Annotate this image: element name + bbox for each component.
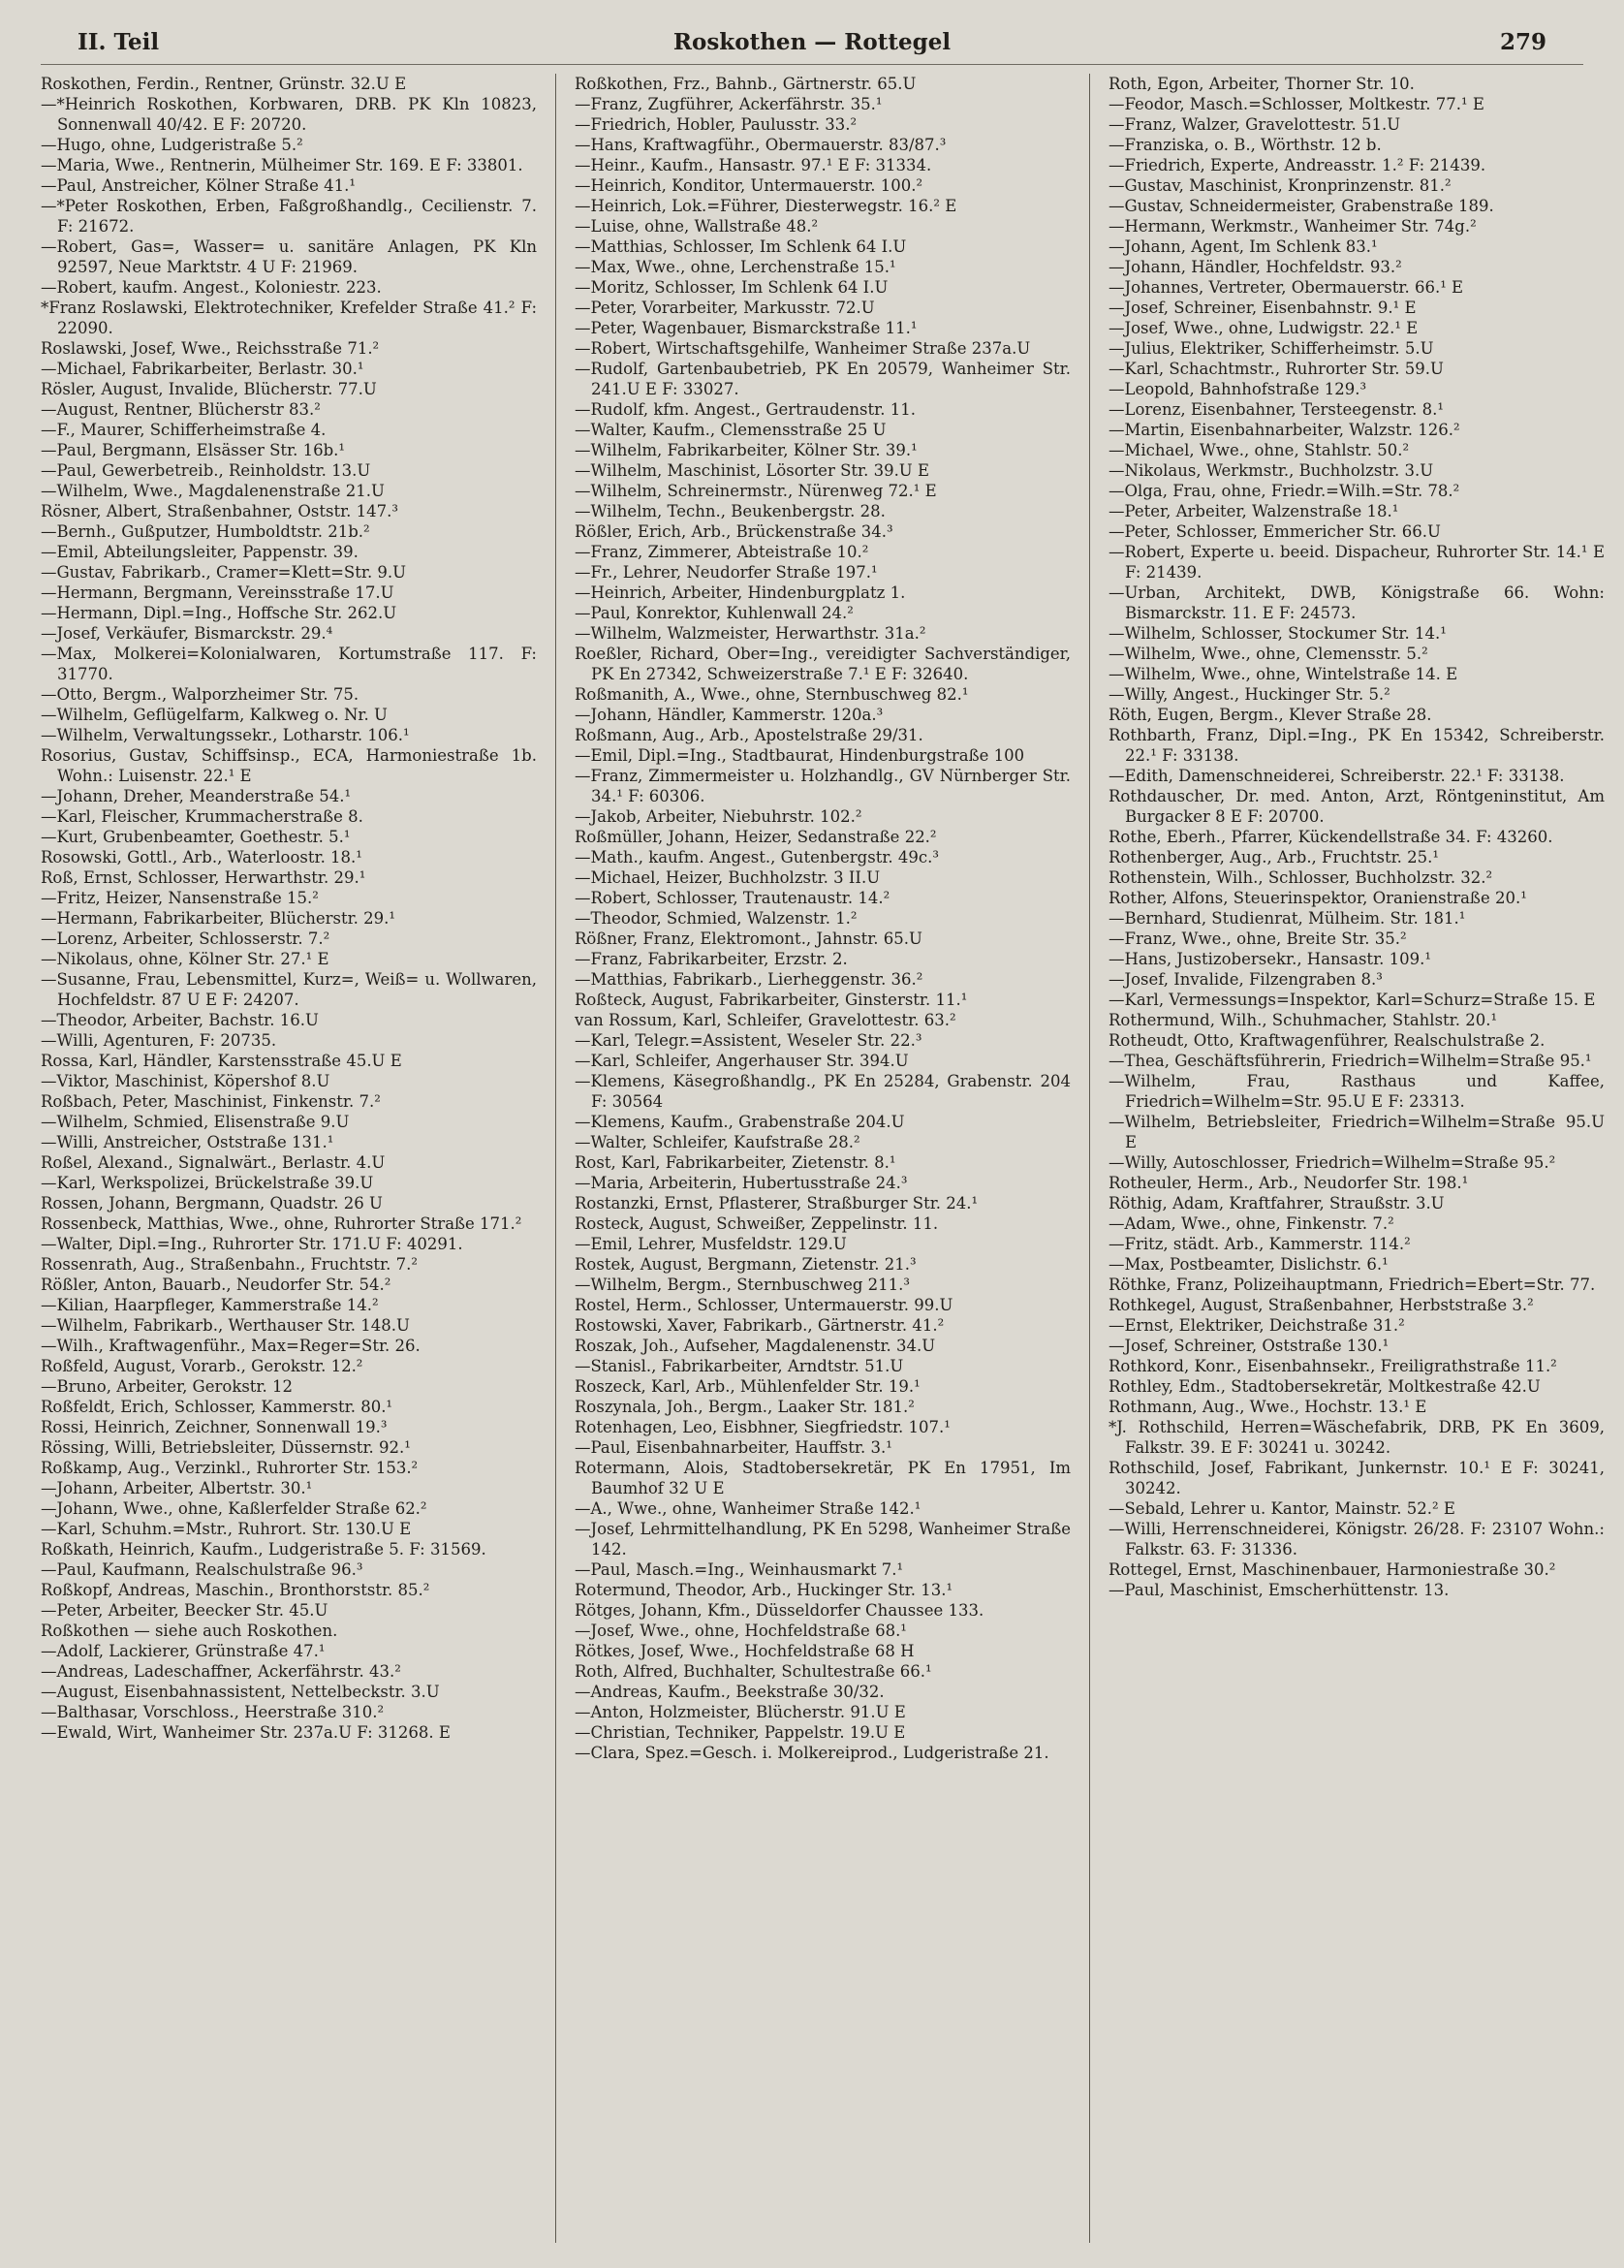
directory-entry: —Emil, Lehrer, Musfeldstr. 129.U <box>575 1235 847 1253</box>
directory-entry: Roth, Alfred, Buchhalter, Schultestraße 66.¹ <box>575 1662 932 1681</box>
directory-entry: —Paul, Kaufmann, Realschulstraße 96.³ <box>41 1560 363 1579</box>
directory-entry: —Leopold, Bahnhofstraße 129.³ <box>1109 380 1367 398</box>
column-divider-2 <box>1089 74 1090 2243</box>
directory-entry: —Wilhelm, Wwe., ohne, Clemensstr. 5.² <box>1109 645 1428 663</box>
directory-entry: Roeßler, Richard, Ober=Ing., vereidigter Sachverständiger, PK En 27342, Schweizerstraße 7.¹ E F: 32640. <box>575 645 1071 683</box>
directory-entry: —Hans, Justizobersekr., Hansastr. 109.¹ <box>1109 950 1431 968</box>
directory-entry: Roßel, Alexand., Signalwärt., Berlastr. 4.U <box>41 1153 386 1172</box>
page-title: Roskothen — Rottegel <box>672 29 952 55</box>
directory-entry: —Wilhelm, Schreinermstr., Nürenweg 72.¹ E <box>575 482 937 500</box>
directory-entry: Rösner, Albert, Straßenbahner, Oststr. 147.³ <box>41 502 399 520</box>
directory-entry: —Friedrich, Hobler, Paulusstr. 33.² <box>575 115 858 134</box>
directory-entry: —Gustav, Schneidermeister, Grabenstraße 189. <box>1109 197 1494 215</box>
directory-entry: Roszak, Joh., Aufseher, Magdalenenstr. 34.U <box>575 1337 936 1355</box>
directory-entry: —Michael, Wwe., ohne, Stahlstr. 50.² <box>1109 441 1410 459</box>
directory-entry: —Franz, Zugführer, Ackerfährstr. 35.¹ <box>575 95 883 113</box>
directory-entry: Rost, Karl, Fabrikarbeiter, Zietenstr. 8.¹ <box>575 1153 896 1172</box>
directory-entry: —Wilhelm, Verwaltungssekr., Lotharstr. 106.¹ <box>41 726 410 744</box>
directory-entry: —Theodor, Schmied, Walzenstr. 1.² <box>575 909 858 928</box>
directory-entry: —Josef, Schreiner, Oststraße 130.¹ <box>1109 1337 1390 1355</box>
directory-entry: Rossenbeck, Matthias, Wwe., ohne, Ruhrorter Straße 171.² <box>41 1214 522 1233</box>
directory-entry: —Andreas, Kaufm., Beekstraße 30/32. <box>575 1683 885 1701</box>
directory-entry: —Urban, Architekt, DWB, Königstraße 66. Wohn: Bismarckstr. 11. E F: 24573. <box>1109 583 1605 622</box>
directory-entry: Roßfeldt, Erich, Schlosser, Kammerstr. 80.¹ <box>41 1398 393 1416</box>
directory-entry: —Wilhelm, Bergm., Sternbuschweg 211.³ <box>575 1276 911 1294</box>
directory-entry: —Stanisl., Fabrikarbeiter, Arndtstr. 51.U <box>575 1357 904 1375</box>
directory-entry: Roßmanith, A., Wwe., ohne, Sternbuschweg 82.¹ <box>575 685 969 704</box>
directory-entry: —Walter, Kaufm., Clemensstraße 25 U <box>575 421 887 439</box>
directory-entry: —Anton, Holzmeister, Blücherstr. 91.U E <box>575 1703 906 1721</box>
directory-entry: Rostel, Herm., Schlosser, Untermauerstr. 99.U <box>575 1296 953 1314</box>
directory-entry: —Johannes, Vertreter, Obermauerstr. 66.¹ E <box>1109 278 1464 297</box>
directory-entry: Roszeck, Karl, Arb., Mühlenfelder Str. 19.¹ <box>575 1377 921 1396</box>
directory-entry: —Johann, Arbeiter, Albertstr. 30.¹ <box>41 1479 313 1497</box>
directory-entry: Rosowski, Gottl., Arb., Waterloostr. 18.¹ <box>41 848 362 866</box>
directory-entry: —Lorenz, Eisenbahner, Tersteegenstr. 8.¹ <box>1109 400 1444 419</box>
directory-entry: Rothenberger, Aug., Arb., Fruchtstr. 25.¹ <box>1109 848 1440 866</box>
directory-entry: Rößler, Erich, Arb., Brückenstraße 34.³ <box>575 522 893 541</box>
directory-entry: —Fritz, städt. Arb., Kammerstr. 114.² <box>1109 1235 1411 1253</box>
directory-entry: —Adam, Wwe., ohne, Finkenstr. 7.² <box>1109 1214 1394 1233</box>
directory-entry: —Clara, Spez.=Gesch. i. Molkereiprod., Ludgeristraße 21. <box>575 1744 1049 1762</box>
directory-entry: —Rudolf, kfm. Angest., Gertraudenstr. 11. <box>575 400 916 419</box>
directory-entry: —*Heinrich Roskothen, Korbwaren, DRB. PK Kln 10823, Sonnenwall 40/42. E F: 20720. <box>41 95 537 134</box>
header-rule <box>41 64 1583 65</box>
directory-entry: —Bernh., Gußputzer, Humboldtstr. 21b.² <box>41 522 370 541</box>
directory-entry: —Hermann, Werkmstr., Wanheimer Str. 74g.² <box>1109 217 1477 236</box>
directory-entry: —Wilhelm, Geflügelfarm, Kalkweg o. Nr. U <box>41 706 388 724</box>
directory-entry: Roßbach, Peter, Maschinist, Finkenstr. 7.² <box>41 1092 381 1111</box>
directory-entry: —Adolf, Lackierer, Grünstraße 47.¹ <box>41 1642 326 1660</box>
directory-entry: —Karl, Telegr.=Assistent, Weseler Str. 22.³ <box>575 1031 922 1050</box>
directory-entry: —Paul, Bergmann, Elsässer Str. 16b.¹ <box>41 441 346 459</box>
directory-entry: —Christian, Techniker, Pappelstr. 19.U E <box>575 1723 906 1742</box>
directory-entry: —Hans, Kraftwagführ., Obermauerstr. 83/87.³ <box>575 136 947 154</box>
directory-entry: —Klemens, Kaufm., Grabenstraße 204.U <box>575 1113 905 1131</box>
directory-entry: —Kilian, Haarpfleger, Kammerstraße 14.² <box>41 1296 379 1314</box>
directory-entry: —Gustav, Maschinist, Kronprinzenstr. 81.² <box>1109 176 1452 195</box>
directory-entry: Rossa, Karl, Händler, Karstensstraße 45.U E <box>41 1052 402 1070</box>
directory-entry: —Julius, Elektriker, Schifferheimstr. 5.U <box>1109 339 1434 358</box>
directory-entry: —Kurt, Grubenbeamter, Goethestr. 5.¹ <box>41 828 351 846</box>
directory-entry: —Robert, Schlosser, Trautenaustr. 14.² <box>575 889 890 907</box>
directory-entry: —Walter, Schleifer, Kaufstraße 28.² <box>575 1133 860 1151</box>
directory-entry: Rößler, Anton, Bauarb., Neudorfer Str. 54.² <box>41 1276 391 1294</box>
directory-entry: —Balthasar, Vorschloss., Heerstraße 310.² <box>41 1703 385 1721</box>
directory-entry: Rossenrath, Aug., Straßenbahn., Fruchtstr. 7.² <box>41 1255 418 1274</box>
directory-entry: —Heinrich, Arbeiter, Hindenburgplatz 1. <box>575 583 906 602</box>
directory-entry: Rothkord, Konr., Eisenbahnsekr., Freiligrathstraße 11.² <box>1109 1357 1557 1375</box>
page-number: 279 <box>1499 29 1546 55</box>
directory-entry: —Walter, Dipl.=Ing., Ruhrorter Str. 171.U F: 40291. <box>41 1235 463 1253</box>
directory-entry: —Paul, Gewerbetreib., Reinholdstr. 13.U <box>41 461 371 480</box>
directory-entry: *J. Rothschild, Herren=Wäschefabrik, DRB, PK En 3609, Falkstr. 39. E F: 30241 u. 30242. <box>1109 1418 1605 1457</box>
directory-entry: Roßteck, August, Fabrikarbeiter, Ginsterstr. 11.¹ <box>575 991 968 1009</box>
directory-entry: —*Peter Roskothen, Erben, Faßgroßhandlg., Cecilienstr. 7. F: 21672. <box>41 197 537 236</box>
column-2 <box>575 74 1071 2243</box>
directory-entry: —Luise, ohne, Wallstraße 48.² <box>575 217 819 236</box>
directory-entry: —Josef, Lehrmittelhandlung, PK En 5298, Wanheimer Straße 142. <box>575 1520 1071 1559</box>
directory-entry: —Wilh., Kraftwagenführ., Max=Reger=Str. 26. <box>41 1337 421 1355</box>
directory-entry: —Wilhelm, Schmied, Elisenstraße 9.U <box>41 1113 350 1131</box>
directory-entry: —Franz, Zimmerer, Abteistraße 10.² <box>575 543 869 561</box>
directory-entry: Roßmüller, Johann, Heizer, Sedanstraße 22.² <box>575 828 937 846</box>
directory-entry: —August, Rentner, Blücherstr 83.² <box>41 400 321 419</box>
directory-entry: —August, Eisenbahnassistent, Nettelbeckstr. 3.U <box>41 1683 440 1701</box>
directory-entry: —Paul, Anstreicher, Kölner Straße 41.¹ <box>41 176 357 195</box>
directory-entry: Rothkegel, August, Straßenbahner, Herbststraße 3.² <box>1109 1296 1534 1314</box>
directory-entry: —Wilhelm, Maschinist, Lösorter Str. 39.U E <box>575 461 930 480</box>
directory-entry: —Wilhelm, Frau, Rasthaus und Kaffee, Friedrich=Wilhelm=Str. 95.U E F: 23313. <box>1109 1072 1605 1111</box>
directory-entry: —Emil, Dipl.=Ing., Stadtbaurat, Hindenburgstraße 100 <box>575 746 1025 765</box>
directory-entry: —Nikolaus, ohne, Kölner Str. 27.¹ E <box>41 950 329 968</box>
directory-entry: Roßkopf, Andreas, Maschin., Bronthorststr. 85.² <box>41 1581 430 1599</box>
directory-entry: —Nikolaus, Werkmstr., Buchholzstr. 3.U <box>1109 461 1434 480</box>
directory-entry: —Max, Molkerei=Kolonialwaren, Kortumstraße 117. F: 31770. <box>41 645 537 683</box>
directory-entry: —Wilhelm, Betriebsleiter, Friedrich=Wilhelm=Straße 95.U E <box>1109 1113 1605 1151</box>
directory-entry: Rosteck, August, Schweißer, Zeppelinstr. 11. <box>575 1214 939 1233</box>
directory-entry: —Wilhelm, Wwe., Magdalenenstraße 21.U <box>41 482 385 500</box>
directory-entry: —Franz, Wwe., ohne, Breite Str. 35.² <box>1109 929 1407 948</box>
directory-entry: —Wilhelm, Techn., Beukenbergstr. 28. <box>575 502 886 520</box>
directory-entry: —Hermann, Dipl.=Ing., Hoffsche Str. 262.U <box>41 604 397 622</box>
directory-entry: Rössing, Willi, Betriebsleiter, Düssernstr. 92.¹ <box>41 1438 411 1457</box>
directory-entry: —Matthias, Schlosser, Im Schlenk 64 I.U <box>575 237 907 256</box>
directory-entry: —Math., kaufm. Angest., Gutenbergstr. 49c.³ <box>575 848 939 866</box>
directory-entry: —Wilhelm, Fabrikarbeiter, Kölner Str. 39.¹ <box>575 441 918 459</box>
directory-entry: —Paul, Konrektor, Kuhlenwall 24.² <box>575 604 854 622</box>
directory-entry: —Willi, Anstreicher, Oststraße 131.¹ <box>41 1133 334 1151</box>
directory-entry: Roßkothen, Frz., Bahnb., Gärtnerstr. 65.U <box>575 75 917 93</box>
column-divider-1 <box>555 74 556 2243</box>
directory-entry: Röthig, Adam, Kraftfahrer, Straußstr. 3.U <box>1109 1194 1445 1213</box>
directory-entry: —Olga, Frau, ohne, Friedr.=Wilh.=Str. 78.² <box>1109 482 1460 500</box>
directory-entry: —Max, Postbeamter, Dislichstr. 6.¹ <box>1109 1255 1389 1274</box>
directory-entry: —Paul, Masch.=Ing., Weinhausmarkt 7.¹ <box>575 1560 904 1579</box>
directory-entry: —Lorenz, Arbeiter, Schlosserstr. 7.² <box>41 929 330 948</box>
directory-entry: —Rudolf, Gartenbaubetrieb, PK En 20579, Wanheimer Str. 241.U E F: 33027. <box>575 360 1071 398</box>
directory-entry: —Peter, Wagenbauer, Bismarckstraße 11.¹ <box>575 319 918 337</box>
directory-entry: —Franz, Fabrikarbeiter, Erzstr. 2. <box>575 950 848 968</box>
directory-entry: —Willi, Agenturen, F: 20735. <box>41 1031 277 1050</box>
directory-entry: —Max, Wwe., ohne, Lerchenstraße 15.¹ <box>575 258 896 276</box>
directory-entry: —Ernst, Elektriker, Deichstraße 31.² <box>1109 1316 1405 1335</box>
directory-entry: —Johann, Händler, Kammerstr. 120a.³ <box>575 706 884 724</box>
directory-entry: —Robert, Experte u. beeid. Dispacheur, Ruhrorter Str. 14.¹ E F: 21439. <box>1109 543 1605 582</box>
directory-entry: Rösler, August, Invalide, Blücherstr. 77.U <box>41 380 377 398</box>
directory-entry: —Wilhelm, Wwe., ohne, Wintelstraße 14. E <box>1109 665 1458 683</box>
directory-entry: —Robert, Wirtschaftsgehilfe, Wanheimer Straße 237a.U <box>575 339 1031 358</box>
directory-entry: Rossen, Johann, Bergmann, Quadstr. 26 U <box>41 1194 383 1213</box>
directory-entry: —Willi, Herrenschneiderei, Königstr. 26/28. F: 23107 Wohn.: Falkstr. 63. F: 31336. <box>1109 1520 1605 1559</box>
directory-entry: —Josef, Invalide, Filzengraben 8.³ <box>1109 970 1383 989</box>
column-1 <box>41 74 537 2243</box>
directory-columns <box>41 74 1605 2243</box>
directory-entry: van Rossum, Karl, Schleifer, Gravelottestr. 63.² <box>575 1011 956 1029</box>
directory-entry: —Josef, Wwe., ohne, Ludwigstr. 22.¹ E <box>1109 319 1419 337</box>
directory-entry: —A., Wwe., ohne, Wanheimer Straße 142.¹ <box>575 1499 921 1518</box>
directory-entry: —Peter, Schlosser, Emmericher Str. 66.U <box>1109 522 1441 541</box>
directory-entry: —Matthias, Fabrikarb., Lierheggenstr. 36.² <box>575 970 923 989</box>
directory-entry: —Theodor, Arbeiter, Bachstr. 16.U <box>41 1011 319 1029</box>
directory-entry: Roßkath, Heinrich, Kaufm., Ludgeristraße 5. F: 31569. <box>41 1540 486 1559</box>
directory-entry: —Maria, Wwe., Rentnerin, Mülheimer Str. 169. E F: 33801. <box>41 156 523 174</box>
directory-entry: —Sebald, Lehrer u. Kantor, Mainstr. 52.² E <box>1109 1499 1455 1518</box>
directory-entry: —Johann, Agent, Im Schlenk 83.¹ <box>1109 237 1378 256</box>
directory-entry: —Peter, Arbeiter, Walzenstraße 18.¹ <box>1109 502 1399 520</box>
directory-entry: —Moritz, Schlosser, Im Schlenk 64 I.U <box>575 278 889 297</box>
directory-entry: Rothschild, Josef, Fabrikant, Junkernstr. 10.¹ E F: 30241, 30242. <box>1109 1459 1605 1497</box>
directory-entry: Roth, Egon, Arbeiter, Thorner Str. 10. <box>1109 75 1415 93</box>
directory-entry: —Karl, Schuhm.=Mstr., Ruhrort. Str. 130.U E <box>41 1520 412 1538</box>
directory-entry: —Feodor, Masch.=Schlosser, Moltkestr. 77.¹ E <box>1109 95 1484 113</box>
directory-entry: Roß, Ernst, Schlosser, Herwarthstr. 29.¹ <box>41 868 366 887</box>
directory-entry: —Otto, Bergm., Walporzheimer Str. 75. <box>41 685 359 704</box>
directory-entry: —Franz, Walzer, Gravelottestr. 51.U <box>1109 115 1401 134</box>
directory-entry: —Johann, Dreher, Meanderstraße 54.¹ <box>41 787 352 805</box>
directory-entry: —Willy, Angest., Huckinger Str. 5.² <box>1109 685 1390 704</box>
directory-entry: Rothley, Edm., Stadtobersekretär, Moltkestraße 42.U <box>1109 1377 1541 1396</box>
directory-entry: —Johann, Händler, Hochfeldstr. 93.² <box>1109 258 1402 276</box>
directory-entry: —Willy, Autoschlosser, Friedrich=Wilhelm=Straße 95.² <box>1109 1153 1556 1172</box>
directory-entry: —Hermann, Bergmann, Vereinsstraße 17.U <box>41 583 394 602</box>
directory-entry: —Hermann, Fabrikarbeiter, Blücherstr. 29.¹ <box>41 909 396 928</box>
directory-entry: Rothmann, Aug., Wwe., Hochstr. 13.¹ E <box>1109 1398 1427 1416</box>
directory-entry: Rothermund, Wilh., Schuhmacher, Stahlstr. 20.¹ <box>1109 1011 1498 1029</box>
directory-entry: Roßmann, Aug., Arb., Apostelstraße 29/31. <box>575 726 923 744</box>
directory-entry: —Ewald, Wirt, Wanheimer Str. 237a.U F: 31268. E <box>41 1723 451 1742</box>
directory-entry: —Karl, Schleifer, Angerhauser Str. 394.U <box>575 1052 909 1070</box>
directory-entry: —Maria, Arbeiterin, Hubertusstraße 24.³ <box>575 1174 908 1192</box>
directory-entry: —Bernhard, Studienrat, Mülheim. Str. 181.¹ <box>1109 909 1466 928</box>
directory-entry: —Michael, Fabrikarbeiter, Berlastr. 30.¹ <box>41 360 364 378</box>
directory-entry: —Josef, Schreiner, Eisenbahnstr. 9.¹ E <box>1109 299 1417 317</box>
directory-entry: Rottegel, Ernst, Maschinenbauer, Harmoniestraße 30.² <box>1109 1560 1556 1579</box>
directory-entry: Rothdauscher, Dr. med. Anton, Arzt, Röntgeninstitut, Am Burgacker 8 E F: 20700. <box>1109 787 1605 826</box>
directory-entry: Rothbarth, Franz, Dipl.=Ing., PK En 15342, Schreiberstr. 22.¹ F: 33138. <box>1109 726 1605 765</box>
directory-entry: —Michael, Heizer, Buchholzstr. 3 II.U <box>575 868 881 887</box>
directory-entry: —Wilhelm, Walzmeister, Herwarthstr. 31a.² <box>575 624 926 643</box>
directory-entry: —Johann, Wwe., ohne, Kaßlerfelder Straße 62.² <box>41 1499 427 1518</box>
directory-entry: —Hugo, ohne, Ludgeristraße 5.² <box>41 136 303 154</box>
directory-entry: —Emil, Abteilungsleiter, Pappenstr. 39. <box>41 543 359 561</box>
directory-entry: —Paul, Eisenbahnarbeiter, Hauffstr. 3.¹ <box>575 1438 892 1457</box>
directory-entry: —Fritz, Heizer, Nansenstraße 15.² <box>41 889 319 907</box>
section-label: II. Teil <box>78 29 160 55</box>
directory-entry: —Paul, Maschinist, Emscherhüttenstr. 13. <box>1109 1581 1450 1599</box>
directory-entry: —Friedrich, Experte, Andreasstr. 1.² F: 21439. <box>1109 156 1486 174</box>
directory-entry: —Robert, Gas=, Wasser= u. sanitäre Anlagen, PK Kln 92597, Neue Marktstr. 4 U F: 21969. <box>41 237 537 276</box>
directory-entry: —Bruno, Arbeiter, Gerokstr. 12 <box>41 1377 293 1396</box>
directory-entry: —Jakob, Arbeiter, Niebuhrstr. 102.² <box>575 807 862 826</box>
directory-entry: —Thea, Geschäftsführerin, Friedrich=Wilhelm=Straße 95.¹ <box>1109 1052 1592 1070</box>
directory-entry: Rötkes, Josef, Wwe., Hochfeldstraße 68 H <box>575 1642 915 1660</box>
directory-entry: Roßkothen — siehe auch Roskothen. <box>41 1622 338 1640</box>
directory-entry: —Franziska, o. B., Wörthstr. 12 b. <box>1109 136 1382 154</box>
directory-entry: —Wilhelm, Schlosser, Stockumer Str. 14.¹ <box>1109 624 1447 643</box>
directory-entry: Röthke, Franz, Polizeihauptmann, Friedrich=Ebert=Str. 77. <box>1109 1276 1596 1294</box>
directory-entry: Rotenhagen, Leo, Eisbhner, Siegfriedstr. 107.¹ <box>575 1418 951 1436</box>
directory-entry: —Karl, Schachtmstr., Ruhrorter Str. 59.U <box>1109 360 1444 378</box>
directory-entry: Rostek, August, Bergmann, Zietenstr. 21.³ <box>575 1255 917 1274</box>
directory-entry: Rosorius, Gustav, Schiffsinsp., ECA, Harmoniestraße 1b. Wohn.: Luisenstr. 22.¹ E <box>41 746 537 785</box>
directory-entry: Rotheudt, Otto, Kraftwagenführer, Realschulstraße 2. <box>1109 1031 1546 1050</box>
directory-entry: —Karl, Vermessungs=Inspektor, Karl=Schurz=Straße 15. E <box>1109 991 1596 1009</box>
directory-entry: Röth, Eugen, Bergm., Klever Straße 28. <box>1109 706 1432 724</box>
directory-entry: —Heinr., Kaufm., Hansastr. 97.¹ E F: 31334. <box>575 156 932 174</box>
directory-entry: Rothe, Eberh., Pfarrer, Kückendellstraße 34. F: 43260. <box>1109 828 1553 846</box>
directory-entry: —Gustav, Fabrikarb., Cramer=Klett=Str. 9.U <box>41 563 407 582</box>
directory-entry: *Franz Roslawski, Elektrotechniker, Krefelder Straße 41.² F: 22090. <box>41 299 537 337</box>
directory-entry: Rotermund, Theodor, Arb., Huckinger Str. 13.¹ <box>575 1581 953 1599</box>
directory-entry: Rostowski, Xaver, Fabrikarb., Gärtnerstr. 41.² <box>575 1316 945 1335</box>
directory-entry: Roßfeld, August, Vorarb., Gerokstr. 12.² <box>41 1357 363 1375</box>
directory-entry: Roszynala, Joh., Bergm., Laaker Str. 181.² <box>575 1398 915 1416</box>
directory-entry: Rötges, Johann, Kfm., Düsseldorfer Chaussee 133. <box>575 1601 984 1620</box>
directory-entry: Rother, Alfons, Steuerinspektor, Oranienstraße 20.¹ <box>1109 889 1527 907</box>
directory-entry: Rößner, Franz, Elektromont., Jahnstr. 65.U <box>575 929 922 948</box>
directory-entry: —F., Maurer, Schifferheimstraße 4. <box>41 421 327 439</box>
directory-entry: Rotheuler, Herm., Arb., Neudorfer Str. 198.¹ <box>1109 1174 1469 1192</box>
directory-entry: —Karl, Werkspolizei, Brückelstraße 39.U <box>41 1174 374 1192</box>
directory-entry: —Viktor, Maschinist, Köpershof 8.U <box>41 1072 330 1090</box>
directory-entry: Rotermann, Alois, Stadtobersekretär, PK En 17951, Im Baumhof 32 U E <box>575 1459 1071 1497</box>
directory-entry: Roskothen, Ferdin., Rentner, Grünstr. 32.U E <box>41 75 407 93</box>
directory-entry: —Peter, Vorarbeiter, Markusstr. 72.U <box>575 299 875 317</box>
directory-entry: —Fr., Lehrer, Neudorfer Straße 197.¹ <box>575 563 878 582</box>
directory-entry: Rostanzki, Ernst, Pflasterer, Straßburger Str. 24.¹ <box>575 1194 979 1213</box>
directory-entry: —Susanne, Frau, Lebensmittel, Kurz=, Weiß= u. Wollwaren, Hochfeldstr. 87 U E F: 24207. <box>41 970 537 1009</box>
directory-entry: —Josef, Wwe., ohne, Hochfeldstraße 68.¹ <box>575 1622 907 1640</box>
directory-entry: Roßkamp, Aug., Verzinkl., Ruhrorter Str. 153.² <box>41 1459 419 1477</box>
directory-entry: —Franz, Zimmermeister u. Holzhandlg., GV Nürnberger Str. 34.¹ F: 60306. <box>575 767 1071 805</box>
directory-entry: Roslawski, Josef, Wwe., Reichsstraße 71.² <box>41 339 380 358</box>
directory-entry: —Josef, Verkäufer, Bismarckstr. 29.⁴ <box>41 624 333 643</box>
directory-entry: —Peter, Arbeiter, Beecker Str. 45.U <box>41 1601 328 1620</box>
directory-entry: —Edith, Damenschneiderei, Schreiberstr. 22.¹ F: 33138. <box>1109 767 1565 785</box>
page-header <box>78 29 1546 55</box>
directory-entry: —Robert, kaufm. Angest., Koloniestr. 223. <box>41 278 382 297</box>
directory-entry: —Martin, Eisenbahnarbeiter, Walzstr. 126.² <box>1109 421 1460 439</box>
directory-entry: —Andreas, Ladeschaffner, Ackerfährstr. 43.² <box>41 1662 401 1681</box>
directory-entry: —Heinrich, Lok.=Führer, Diesterwegstr. 16.² E <box>575 197 957 215</box>
directory-entry: —Karl, Fleischer, Krummacherstraße 8. <box>41 807 363 826</box>
directory-entry: —Klemens, Käsegroßhandlg., PK En 25284, Grabenstr. 204 F: 30564 <box>575 1072 1071 1111</box>
column-3 <box>1109 74 1605 2243</box>
directory-entry: —Heinrich, Konditor, Untermauerstr. 100.² <box>575 176 923 195</box>
directory-entry: Rothenstein, Wilh., Schlosser, Buchholzstr. 32.² <box>1109 868 1493 887</box>
directory-entry: —Wilhelm, Fabrikarb., Werthauser Str. 148.U <box>41 1316 410 1335</box>
directory-entry: Rossi, Heinrich, Zeichner, Sonnenwall 19.³ <box>41 1418 388 1436</box>
